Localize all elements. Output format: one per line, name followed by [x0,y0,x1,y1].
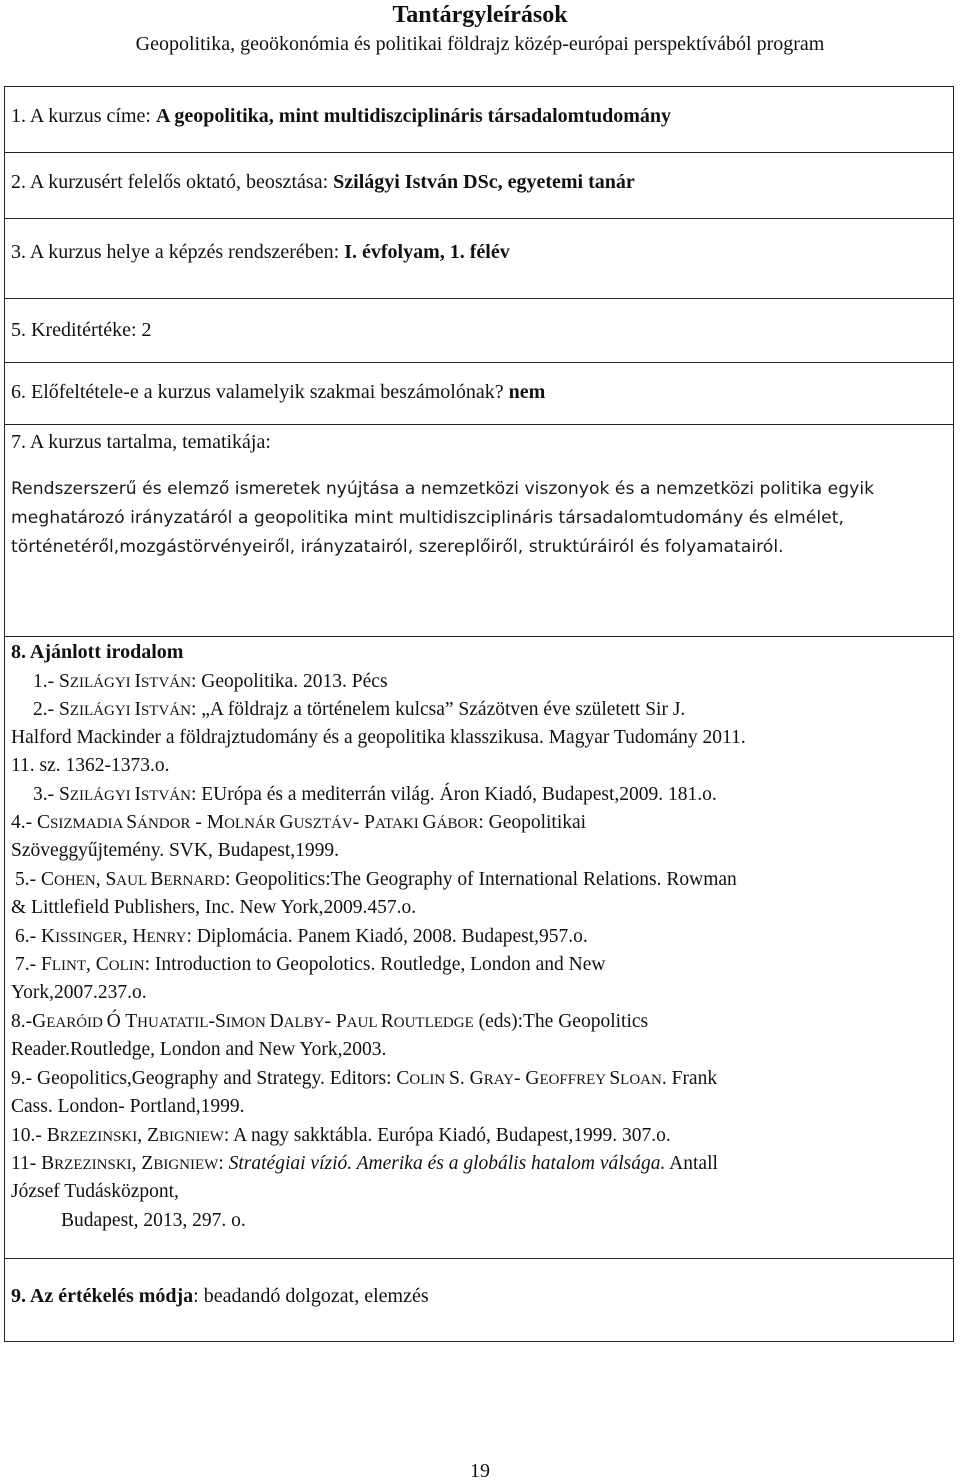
reference-item-9: 9.- Geopolitics,Geography and Strategy. Editors: COLIN S. GRAY- GEOFFREY SLOAN. Frank [11,1068,718,1089]
content-text: Rendszerszerű és elemző ismeretek nyújtása a nemzetközi viszonyok és a nemzetközi politika egyik meghatározó irányzatáról a geopolitika mint multidiszciplináris társadalomtudomány és elmélet, történetéről,mozgástörvényeiről, irányzatairól, szereplőiről, struktúráiról és folyamatairól. [11,479,875,557]
reference-item-9-line-2: Cass. London- Portland,1999. [11,1096,245,1117]
reference-item-2-line-3: 11. sz. 1362-1373.o. [11,755,170,776]
reference-item-1: 1.- SZILÁGYI ISTVÁN: Geopolitika. 2013. Pécs [33,671,388,692]
reference-item-8: 8.-GEARÓID Ó THUATATIL-SIMON DALBY- PAUL ROUTLEDGE (eds):The Geopolitics [11,1011,649,1032]
course-place-label: 3. A kurzus helye a képzés rendszerében: [11,241,345,263]
literature-row [5,637,953,1259]
reference-item-7: 7.- FLINT, COLIN: Introduction to Geopolotics. Routledge, London and New [15,954,606,975]
credit-value: 2 [141,319,152,341]
reference-item-5: 5.- COHEN, SAUL BERNARD: Geopolitics:The Geography of International Relations. Rowman [15,869,737,890]
content-label: 7. A kurzus tartalma, tematikája: [11,431,271,453]
reference-item-11: 11- BRZEZINSKI, ZBIGNIEW: Stratégiai vízió. Amerika és a globális hatalom válsága. Antall [11,1153,718,1174]
reference-item-7-line-2: York,2007.237.o. [11,982,147,1003]
credit-label: 5. Kreditértéke: [11,319,142,341]
page-number: 19 [470,1460,490,1482]
reference-item-11-line-3: Budapest, 2013, 297. o. [61,1210,246,1231]
evaluation-row [5,1259,953,1341]
prerequisite-label: 6. Előfeltétele-e a kurzus valamelyik szakmai beszámolónak? [11,381,509,403]
page-title: Tantárgyleírások [392,2,568,28]
reference-item-6: 6.- KISSINGER, HENRY: Diplomácia. Panem Kiadó, 2008. Budapest,957.o. [15,926,588,947]
instructor-label: 2. A kurzusért felelős oktató, beosztása: [11,171,334,193]
page-subtitle: Geopolitika, geoökonómia és politikai földrajz közép-európai perspektívából program [135,33,825,55]
content-row [5,425,953,637]
reference-item-3: 3.- SZILÁGYI ISTVÁN: EUrópa és a mediterrán világ. Áron Kiadó, Budapest,2009. 181.o. [33,784,717,805]
course-place-value: I. évfolyam, 1. félév [344,241,510,263]
course-place-row [5,219,953,299]
course-table [4,86,954,1342]
reference-item-2: 2.- SZILÁGYI ISTVÁN: „A földrajz a történelem kulcsa” Százötven éve született Sir J. [33,699,686,720]
instructor-value: Szilágyi István DSc, egyetemi tanár [333,171,635,193]
evaluation-value: : beadandó dolgozat, elemzés [193,1285,429,1307]
course-title-value: A geopolitika, mint multidiszciplináris társadalomtudomány [155,105,672,127]
instructor-row [5,153,953,219]
reference-item-4: 4.- CSIZMADIA SÁNDOR - MOLNÁR GUSZTÁV- PATAKI GÁBOR: Geopolitikai [11,812,587,833]
prerequisite-value: nem [508,381,546,403]
course-title-row [5,87,953,153]
reference-item-2-line-2: Halford Mackinder a földrajztudomány és a geopolitika klasszikusa. Magyar Tudomány 2011. [11,727,746,748]
reference-item-4-line-2: Szöveggyűjtemény. SVK, Budapest,1999. [11,840,340,861]
prerequisite-row [5,363,953,425]
literature-heading: 8. Ajánlott irodalom [11,641,184,663]
reference-item-10: 10.- BRZEZINSKI, ZBIGNIEW: A nagy sakktábla. Európa Kiadó, Budapest,1999. 307.o. [11,1125,671,1146]
reference-item-8-line-2: Reader.Routledge, London and New York,2003. [11,1039,387,1060]
evaluation-label: 9. Az értékelés módja [11,1285,194,1307]
credit-row [5,299,953,363]
reference-item-11-line-2: József Tudásközpont, [11,1181,179,1202]
reference-item-5-line-2: & Littlefield Publishers, Inc. New York,2009.457.o. [11,897,417,918]
course-title-label: 1. A kurzus címe: [11,105,156,127]
